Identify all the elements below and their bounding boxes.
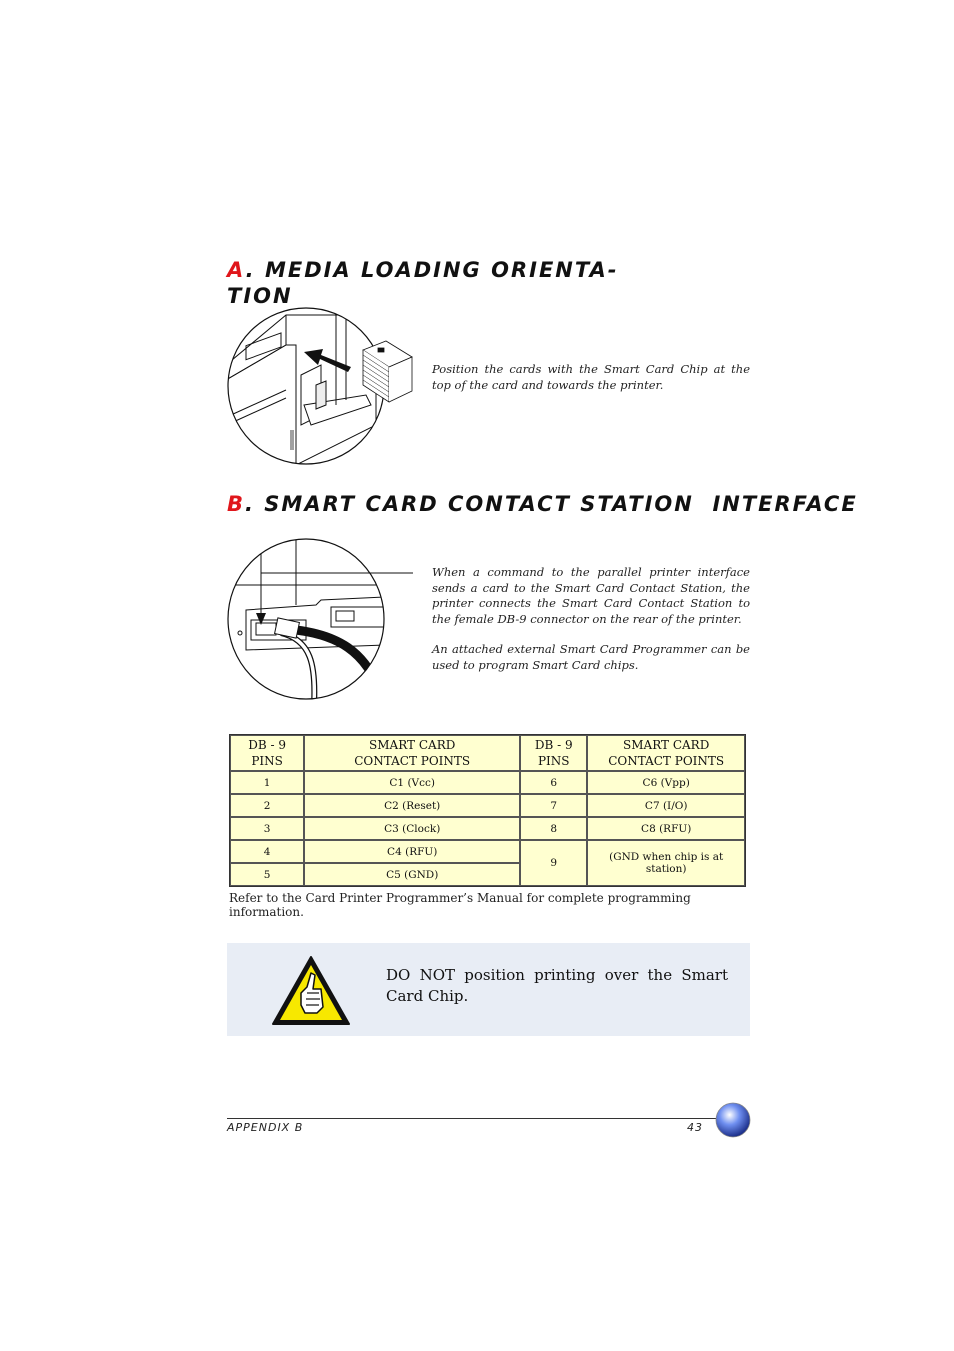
- db9-pin-table: [229, 734, 746, 887]
- table-row: [230, 840, 745, 863]
- section-b-letter: B: [227, 492, 246, 516]
- refer-note: Refer to the Card Printer Programmer’s Manual for complete programming information.: [229, 891, 691, 919]
- contact-cell: C5 (GND): [304, 863, 520, 886]
- section-b-caption-2: An attached external Smart Card Programmer can be used to program Smart Card chips.: [432, 642, 750, 672]
- header-contact-points: SMART CARD CONTACT POINTS: [304, 735, 520, 771]
- pin-cell: 6: [520, 771, 587, 794]
- contact-cell: C8 (RFU): [587, 817, 745, 840]
- pin-cell: 7: [520, 794, 587, 817]
- table-header-row: [230, 735, 745, 771]
- section-a-heading: [227, 257, 647, 309]
- footer-rule: [227, 1118, 720, 1119]
- contact-cell: C2 (Reset): [304, 794, 520, 817]
- caution-text: DO NOT position printing over the Smart Card Chip.: [386, 966, 728, 1005]
- pin-cell: 4: [230, 840, 304, 863]
- header-db9-pins: DB - 9 PINS: [230, 735, 304, 771]
- caution-hand-icon: [271, 955, 351, 1027]
- page-number: 43: [687, 1121, 703, 1134]
- pin-cell: 1: [230, 771, 304, 794]
- contact-cell: C3 (Clock): [304, 817, 520, 840]
- section-a-title-line1: . MEDIA LOADING ORIENTA-: [245, 258, 619, 282]
- section-b-title: . SMART CARD CONTACT STATION INTERFACE: [245, 492, 858, 516]
- pin-cell: 8: [520, 817, 587, 840]
- footer-appendix-label: APPENDIX B: [227, 1121, 304, 1134]
- section-b-heading: [227, 491, 858, 517]
- pin-cell: 3: [230, 817, 304, 840]
- db9-connector-illustration: [226, 535, 416, 703]
- contact-cell: C6 (Vpp): [587, 771, 745, 794]
- pin-cell: 5: [230, 863, 304, 886]
- contact-cell: C7 (I/O): [587, 794, 745, 817]
- header-contact-points-2: SMART CARD CONTACT POINTS: [587, 735, 745, 771]
- section-a-caption: Position the cards with the Smart Card Chip at the top of the card and towards the printer.: [432, 362, 750, 392]
- table-row: [230, 771, 745, 794]
- section-b-caption-1: When a command to the parallel printer interface sends a card to the Smart Card Contact Station, the printer connects the Smart Card Contact Station to the female DB-9 connector on the rear of the printer.: [432, 565, 750, 626]
- pin-cell: 9: [520, 840, 587, 886]
- table-row: [230, 817, 745, 840]
- pin-cell: 2: [230, 794, 304, 817]
- page-badge-icon: [715, 1102, 751, 1138]
- table-row: [230, 794, 745, 817]
- section-a-letter: A: [227, 258, 246, 282]
- header-db9-pins-2: DB - 9 PINS: [520, 735, 587, 771]
- caution-note-box: [227, 943, 750, 1036]
- printer-card-loading-illustration: [226, 305, 416, 470]
- contact-cell: (GND when chip is at station): [587, 840, 745, 886]
- contact-cell: C4 (RFU): [304, 840, 520, 863]
- section-a-title-line2: TION: [227, 284, 293, 308]
- contact-cell: C1 (Vcc): [304, 771, 520, 794]
